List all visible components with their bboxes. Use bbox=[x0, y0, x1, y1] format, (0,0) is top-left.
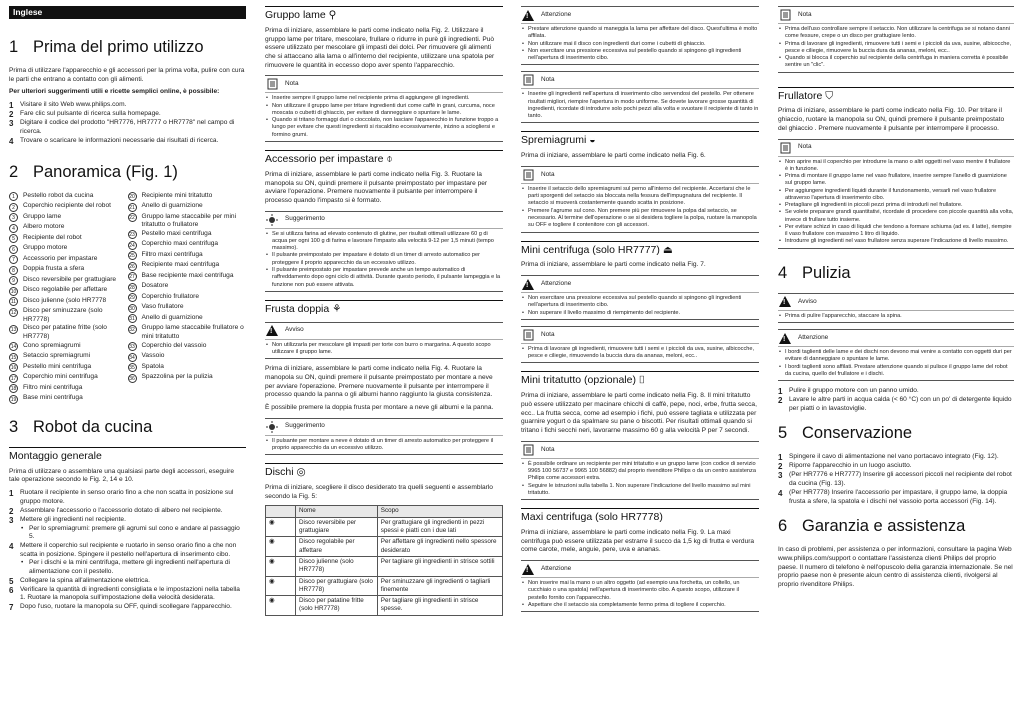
list-item: 1 Pulire il gruppo motore con un panno umido. bbox=[778, 387, 919, 397]
maxi-centrifuga-heading: Maxi centrifuga (solo HR7778) bbox=[521, 508, 759, 525]
part-number: 31 bbox=[129, 316, 135, 323]
list-item: • Prima di lavorare gli ingredienti, rimuovere tutti i semi e i piccioli da uva, susine, albicocche, pesce e ciliegie, rimuovendo la buccia dura da ananas, meloni, ecc.. bbox=[522, 345, 755, 360]
gruppo-lame-text: Prima di iniziare, assemblare le parti come indicato nella Fig. 2. Utilizzare il gruppo lame per tritare, mescolare, frullare o ridurre in purè gli ingredienti. Può essere utilizzato per mescolare gli impasti dei dolci. Per rimuovere gli alimenti che si attaccano alla lama o all'interno del recipiente, utilizzare una spatola per rimuovere le quantità in eccesso dopo aver spento l'apparecchio. bbox=[265, 26, 495, 69]
part-number: 3 bbox=[9, 213, 18, 222]
list-item: 3 (Per HR7776 e HR7777) Inserire gli accessori piccoli nel recipiente del robot da cucina (Fig. 13). bbox=[778, 471, 1012, 488]
note-box: Nota • È possibile ordinare un recipiente per mini tritatutto e un gruppo lame (con codice di servizio 9965 100 56737 e 9965 100 56882) dal proprio rivenditore Philips o da un centro assistenza Philips come accessori extra. • Seguire le istruzioni sulla tabella 1. Non superare l'indicazione del livello massimo sul mini tritatutto. bbox=[521, 441, 759, 500]
note-icon bbox=[521, 74, 535, 86]
parts-list bbox=[9, 192, 246, 405]
tip-box: Suggerimento • Se si utilizza farina ad elevato contenuto di glutine, per risultati ottimali utilizzare 60 g di acqua per ogni 100 g di farina e lavorare l'impasto alla velocità 9-12 per 1,5 minuti (tempo massimo). • Il pulsante preimpostato per impastare è dotato di un timer di arresto automatico per proteggere il proprio apparecchio da un eccessivo utilizzo. • Il pulsante preimpostato per impastare prevede anche un tempo automatico di raffreddamento dopo ogni ciclo di attività. Durante questo periodo, il pulsante lampeggia e la funzione non può essere attivata. bbox=[265, 211, 503, 292]
parts-item: 23 Pestello maxi centrifuga bbox=[129, 229, 212, 239]
list-item: • Per aggiungere ingredienti liquidi durante il funzionamento, versarli nel vaso frullatore attraverso l'apertura di inserimento cibo. bbox=[779, 187, 997, 201]
parts-item: 9 Disco reversibile per grattugiare bbox=[9, 276, 128, 287]
list-item: • Prima di montare il gruppo lame nel vaso frullatore, inserire sempre l'anello di guarnizione sul gruppo lame. bbox=[779, 173, 1007, 187]
note-box: Nota • Inserire il setaccio dello spremiagrumi sul perno all'interno del recipiente. Accertarsi che le parti sporgenti del setaccio sia bloccata nella fessura dell'impugnatura del recipiente. Il setaccio si muoverà costantemente quando scatta in posizione. • Premere l'agrume sul cono. Non premere più per rimuovere la polpa dal setaccio, se necessario. Al termine dell'operazione o se si desidera togliere la polpa, ruotare la manopola su OFF e togliere il contenitore con gli accessori. bbox=[521, 166, 759, 233]
list-item: • Non esercitare una pressione eccessiva sul pestello quando si spingono gli ingredienti nell'apertura di inserimento cibo. bbox=[522, 47, 742, 62]
list-item: 6 Verificare la quantità di ingredienti consigliata e le impostazioni nella tabella 1. Ruotare la manopola sull'impostazione della velocità desiderata. bbox=[9, 585, 240, 602]
note-icon bbox=[521, 444, 535, 456]
note-box: Nota • Prima di lavorare gli ingredienti, rimuovere tutti i semi e i piccioli da uva, susine, albicocche, pesce e ciliegie, rimuovendo la buccia dura da ananas, meloni, ecc.. bbox=[521, 326, 759, 364]
warning-box: ! Avviso • Non utilizzarla per mescolare gli impasti per torte con burro o margarina. A questo scopo utilizzare il gruppo lame. bbox=[265, 322, 503, 360]
impastare-text: Prima di iniziare, assemblare le parti come indicato nella Fig. 3. Ruotare la manopola su ON, quindi premere il pulsante preimpostato per impastare per avviare l'operazione. Premere nuovamente il pulsante per interrompere il processo quando l'impasto si è formato. bbox=[265, 170, 488, 204]
parts-item: 21 Anello di guarnizione bbox=[129, 202, 203, 211]
list-item: • Non inserire mai la mano o un altro oggetto (ad esempio una forchetta, un coltello, un cucchiaio o una spatola) nell'apertura di inserimento cibo. A questo scopo, utilizzare il pestello fornito con l'apparecchio. bbox=[522, 580, 740, 601]
spremiagrumi-text: Prima di iniziare, assemblare le parti come indicato nella Fig. 6. bbox=[521, 152, 706, 160]
caution-box: ! Attenzione • I bordi taglienti delle lame e dei dischi non devono mai venire a contatto con oggetti duri per evitare di danneggiare o spuntare le lame. • I bordi taglienti sono affilati. Prestare attenzione quando si pulisce il gruppo lame del robot da cucina, quello del frullatore e i dischi. bbox=[778, 329, 1014, 381]
parts-item: 26 Recipiente maxi centrifuga bbox=[129, 261, 220, 270]
parts-item: 32 Gruppo lame staccabile frullatore o mini tritatutto bbox=[129, 324, 244, 341]
disc-image: ◉ bbox=[269, 557, 275, 565]
parts-item: 4 Albero motore bbox=[9, 223, 128, 234]
part-number: 9 bbox=[9, 276, 18, 285]
list-item: 7 Dopo l'uso, ruotare la manopola su OFF, quindi scollegare l'apparecchio. bbox=[9, 603, 232, 613]
chopper-icon: ⌷ bbox=[638, 374, 646, 387]
whisk-icon: ⚘ bbox=[332, 302, 342, 315]
note-icon bbox=[521, 329, 535, 341]
list-item: • Inserire gli ingredienti nell'apertura di inserimento cibo servendosi del pestello. Per ottenere risultati migliori, riempire l'apertura in modo uniforme. Se dovete lavorare grosse quantità di ingredienti, ricordate di introdurre solo pochi pezzi alla volta e svuotare il recipiente di tanto in tanto. bbox=[522, 91, 759, 120]
part-number: 12 bbox=[10, 309, 17, 316]
warning-icon bbox=[265, 325, 279, 337]
part-number: 36 bbox=[129, 375, 135, 382]
list-item: 2 Fare clic sul pulsante di ricerca sulla homepage. bbox=[9, 110, 161, 120]
section-1-intro: Prima di utilizzare l'apparecchio e gli accessori per la prima volta, pulire con cura le parti che entrano a contatto con gli alimenti. bbox=[9, 67, 245, 83]
parts-item: 30 Vaso frullatore bbox=[129, 303, 184, 312]
list-item: • Premere l'agrume sul cono. Non premere più per rimuovere la polpa dal setaccio, se necessario. Al termine dell'operazione o se si desidera togliere la polpa, ruotare la manopola su OFF e togliere il contenitore con gli accessori. bbox=[522, 207, 757, 229]
section-2-title: Panoramica (Fig. 1) bbox=[33, 162, 178, 181]
note-icon bbox=[778, 142, 792, 154]
caution-box: ! Attenzione • Non esercitare una pressione eccessiva sul pestello quando si spingono gli ingredienti nell'apertura di inserimento cibo. • Non superare il livello massimo di riempimento del recipiente. bbox=[521, 275, 759, 320]
list-item: 4 (Per HR7778) Inserire l'accessorio per impastare, il gruppo lame, la doppia frusta a sfere, la spatola e i dischi nel vassoio porta accessori (Fig. 14). bbox=[778, 488, 1008, 505]
part-number: 32 bbox=[129, 326, 135, 333]
table-row: ◉ Disco regolabile per affettare Per affettare gli ingredienti nello spessore desiderato bbox=[266, 537, 503, 557]
list-item: • Per evitare schizzi in caso di liquidi che tendono a formare schiuma (ad es. il latte), riempire il vaso frullatore con massimo 1 litro di liquido. bbox=[779, 223, 1012, 238]
impastare-heading: Accessorio per impastare ⌽ bbox=[265, 150, 503, 167]
table-row: ◉ Disco per grattugiare (solo HR7778) Per sminuzzare gli ingredienti o tagliarli finemente bbox=[266, 576, 503, 596]
spremiagrumi-heading: Spremiagrumi ◒ bbox=[521, 131, 759, 148]
note-box: Nota • Inserire gli ingredienti nell'apertura di inserimento cibo servendosi del pestello. Per ottenere risultati migliori, riempire l'apertura in modo uniforme. Se dovete lavorare grosse quantità di ingredienti, ricordate di introdurre solo pochi pezzi alla volta e svuotare il recipiente di tanto in tanto. bbox=[521, 71, 759, 123]
section-1-steps bbox=[9, 101, 246, 145]
list-item: • Il pulsante preimpostato per impastare prevede anche un tempo automatico di raffreddamento dopo ogni ciclo di attività. Durante questo periodo, il pulsante lampeggia e la funzione non può essere attivata. bbox=[266, 266, 501, 288]
part-number: 5 bbox=[9, 234, 18, 243]
note-box: Nota • Prima dell'uso controllare sempre il setaccio. Non utilizzare la centrifuga se si notano danni come fessure, crepe o un disco per grattugiare lento. • Prima di lavorare gli ingredienti, rimuovere tutti i semi e i piccioli da uva, susine, albicocche, pesce e ciliegie, rimuovere la buccia dura da ananas, meloni, ecc.. • Quando si blocca il coperchio sul recipiente della centrifuga in maniera corretta è possibile sentire un "clic". bbox=[778, 6, 1014, 73]
section-5-steps bbox=[778, 453, 1014, 506]
part-number: 26 bbox=[129, 263, 135, 270]
warning-icon bbox=[778, 296, 792, 308]
part-number: 28 bbox=[129, 284, 135, 291]
list-item: • Introdurre gli ingredienti nel vaso frullatore senza superare l'indicazione di livello massimo. bbox=[779, 238, 1009, 245]
parts-item: 17 Coperchio mini centrifuga bbox=[10, 373, 98, 382]
list-sub-item: • Per lo spremiagrumi: premere gli agrumi sul cono e andare al passaggio 5. bbox=[21, 524, 240, 541]
list-item: 1 Ruotare il recipiente in senso orario fino a che non scatta in posizione sul gruppo motore. bbox=[9, 489, 234, 505]
list-item: • Inserire il setaccio dello spremiagrumi sul perno all'interno del recipiente. Accertarsi che le parti sporgenti del setaccio sia bloccata nella fessura dell'impugnatura del recipiente. Il setaccio si muoverà costantemente quando scatta in posizione. bbox=[522, 185, 751, 207]
part-number: 17 bbox=[10, 375, 17, 382]
list-item: • Aspettare che il setaccio sia completamente fermo prima di togliere il coperchio. bbox=[522, 601, 726, 608]
parts-item: 27 Base recipiente maxi centrifuga bbox=[129, 271, 234, 281]
list-item: 4 Trovare o scaricare le informazioni necessarie dai risultati di ricerca. bbox=[9, 136, 219, 146]
list-sub-item: • Per i dischi e la mini centrifuga, mettere gli ingredienti nell'apertura di alimentazione con il pestello. bbox=[21, 559, 231, 576]
caution-icon bbox=[521, 563, 535, 575]
caution-box: ! Attenzione • Non inserire mai la mano o un altro oggetto (ad esempio una forchetta, un coltello, un cucchiaio o una spatola) nell'apertura di inserimento cibo. A questo scopo, utilizzare il pestello fornito con l'apparecchio. • Aspettare che il setaccio sia completamente fermo prima di togliere il coperchio. bbox=[521, 560, 759, 612]
parts-item: 34 Vassoio bbox=[129, 352, 165, 361]
caution-box: ! Attenzione • Prestare attenzione quando si maneggia la lama per affettare del disco. Quest'ultima è molto affilata. • Non utilizzare mai il disco con ingredienti duri come i cubetti di ghiaccio. • Non esercitare una pressione eccessiva sul pestello quando si spingono gli ingredienti nell'apertura di inserimento cibo. bbox=[521, 6, 759, 65]
parts-item: 36 Spazzolina per la pulizia bbox=[129, 373, 213, 382]
parts-item: 14 Cono spremiagrumi bbox=[10, 341, 81, 351]
mini-centrifuga-heading: Mini centrifuga (solo HR7777) ⏏ bbox=[521, 241, 759, 258]
dischi-heading: Dischi ◎ bbox=[265, 463, 503, 480]
list-item: • Il pulsante per montare a neve è dotato di un timer di arresto automatico per proteggere il proprio apparecchio da un eccessivo utilizzo. bbox=[266, 437, 494, 451]
disc-image: ◉ bbox=[269, 538, 275, 546]
note-icon bbox=[778, 9, 792, 21]
list-item: 4 Mettere il coperchio sul recipiente e ruotarlo in senso orario fino a che non scatta in posizione. Spingere il pestello nell'apertura di inserimento cibo. bbox=[9, 541, 237, 558]
parts-item: 1 Pestello robot da cucina bbox=[9, 192, 128, 203]
column-2 bbox=[265, 6, 503, 720]
part-number: 13 bbox=[10, 326, 17, 333]
part-number: 24 bbox=[129, 242, 135, 249]
list-item: 2 Lavare le altre parti in acqua calda (< 60 °C) con un po' di detergente liquido per piatti o in lavastoviglie. bbox=[778, 396, 1012, 412]
section-3-heading: 3 Robot da cucina bbox=[9, 417, 153, 436]
parts-item: 22 Gruppo lame staccabile per mini tritatutto o frullatore bbox=[129, 212, 237, 229]
frusta-text-2: È possibile premere la doppia frusta per montare a neve gli albumi e la panna. bbox=[265, 403, 494, 411]
list-item: • Prima di lavorare gli ingredienti, rimuovere tutti i semi e i piccioli da uva, susine, albicocche, pesce e ciliegie, rimuovere la buccia dura da ananas, meloni, ecc.. bbox=[779, 40, 1012, 54]
part-number: 6 bbox=[9, 245, 18, 254]
parts-item: 18 Filtro mini centrifuga bbox=[10, 383, 83, 393]
parts-item: 2 Coperchio recipiente del robot bbox=[9, 202, 128, 213]
part-number: 25 bbox=[129, 253, 135, 260]
parts-item: 24 Coperchio maxi centrifuga bbox=[129, 240, 219, 249]
citrus-icon: ◒ bbox=[589, 134, 596, 147]
table-header: Nome Scopo bbox=[266, 506, 503, 517]
tip-box: Suggerimento • Il pulsante per montare a neve è dotato di un timer di arresto automatico per proteggere il proprio apparecchio da un eccessivo utilizzo. bbox=[265, 418, 503, 456]
note-box: Nota • Non aprire mai il coperchio per introdurre la mano o altri oggetti nel vaso mentre il frullatore è in funzione. • Prima di montare il gruppo lame nel vaso frullatore, inserire sempre l'anello di guarnizione sul gruppo lame. • Per aggiungere ingredienti liquidi durante il funzionamento, versarli nel vaso frullatore attraverso l'apertura di inserimento cibo. • Pretagliare gli ingredienti in piccoli pezzi prima di introdurli nel frullatore. • Se volete preparare grandi quantitativi, ricordate di procedere con piccole quantità alla volta, invece di frullare tutto insieme. • Per evitare schizzi in caso di liquidi che tendono a formare schiuma (ad es. il latte), riempire il vaso frullatore con massimo 1 litro di liquido. • Introdurre gli ingredienti nel vaso frullatore senza superare l'indicazione di livello massimo. bbox=[778, 139, 1014, 249]
parts-item: 25 Filtro maxi centrifuga bbox=[129, 250, 203, 260]
list-item: 5 Collegare la spina all'alimentazione elettrica. bbox=[9, 576, 150, 586]
parts-item: 35 Spatola bbox=[129, 362, 164, 372]
part-number: 14 bbox=[10, 344, 17, 351]
list-item: • I bordi taglienti sono affilati. Prestare attenzione quando si pulisce il gruppo lame del robot da cucina, quello del frullatore e i dischi. bbox=[779, 363, 1008, 377]
part-number: 19 bbox=[10, 396, 17, 403]
blender-icon: ⛉ bbox=[825, 89, 834, 102]
dough-hook-icon: ⌽ bbox=[386, 152, 393, 165]
list-item: 1 Visitare il sito Web www.philips.com. bbox=[9, 101, 127, 111]
column-4 bbox=[778, 6, 1014, 720]
list-item: • Non utilizzare il gruppo lame per tritare ingredienti duri come caffè in grani, curcuma, noce moscata o cubetti di ghiaccio, per evitare di danneggiare o spuntare le lame. bbox=[266, 102, 495, 116]
parts-item: 16 Pestello mini centrifuga bbox=[10, 362, 92, 372]
list-item: • Prestare attenzione quando si maneggia la lama per affettare del disco. Quest'ultima è molto affilata. bbox=[522, 26, 758, 40]
parts-item: 11 Disco julienne (solo HR7778 bbox=[10, 296, 107, 306]
part-number: 11 bbox=[10, 299, 17, 306]
list-item: • Quando si tritano formaggi duri o cioccolato, non lasciare l'apparecchio in funzione troppo a lungo per evitare che questi ingredienti si riscaldino eccessivamente, inizino a sciogliersi e formino grumi. bbox=[266, 117, 499, 138]
part-number: 27 bbox=[129, 274, 135, 281]
part-number: 33 bbox=[129, 344, 135, 351]
list-item: • Inserire sempre il gruppo lame nel recipiente prima di aggiungere gli ingredienti. bbox=[266, 95, 470, 102]
section-4-heading: 4 Pulizia bbox=[778, 263, 851, 282]
parts-item: 3 Gruppo lame bbox=[9, 213, 128, 224]
list-item: • Prima di pulire l'apparecchio, staccare la spina. bbox=[779, 312, 902, 319]
parts-item: 31 Anello di guarnizione bbox=[129, 313, 203, 323]
disc-image: ◉ bbox=[269, 577, 275, 585]
section-6-text: In caso di problemi, per assistenza o per informazioni, consultare la pagina Web www.philips.com/support o contattare l'assistenza clienti Philips del proprio paese. Il numero di telefono è nell'opuscolo della garanzia internazionale. Se nel proprio paese non è presente alcun centro di assistenza clienti, rivolgersi al proprio rivenditore Philips. bbox=[778, 546, 1013, 589]
section-2-heading: 2 Panoramica (Fig. 1) bbox=[9, 162, 178, 181]
caution-icon bbox=[521, 278, 535, 290]
part-number: 8 bbox=[9, 266, 18, 275]
list-item: • Non aprire mai il coperchio per introdurre la mano o altri oggetti nel vaso mentre il frullatore è in funzione. bbox=[779, 158, 1011, 172]
parts-item: 5 Recipiente del robot bbox=[9, 234, 128, 245]
part-number: 7 bbox=[9, 255, 18, 264]
list-item: • Prima dell'uso controllare sempre il setaccio. Non utilizzare la centrifuga se si notano danni come fessure, crepe o un disco per grattugiare lento. bbox=[779, 26, 1010, 40]
maxi-centrifuga-text: Prima di iniziare, assemblare le parti come indicato nella Fig. 9. La maxi centrifuga può essere utilizzata per estrarre il succo da 1,5 kg di frutta e verdura come carote, mele, anguie, pere, uva e ananas. bbox=[521, 529, 755, 554]
list-item: • Non utilizzare mai il disco con ingredienti duri come i cubetti di ghiaccio. bbox=[522, 40, 706, 47]
disc-image: ◉ bbox=[269, 518, 275, 526]
list-item: 3 Mettere gli ingredienti nel recipiente. bbox=[9, 515, 126, 525]
parts-item: 29 Coperchio frullatore bbox=[129, 292, 200, 302]
list-item: • Non superare il livello massimo di riempimento del recipiente. bbox=[522, 309, 681, 316]
part-number: 16 bbox=[10, 365, 17, 372]
section-1-heading: 1 Prima del primo utilizzo bbox=[9, 38, 204, 56]
parts-item: 8 Doppia frusta a sfera bbox=[9, 265, 128, 276]
gruppo-lame-heading: Gruppo lame ⚲ bbox=[265, 6, 503, 23]
list-item: • Non utilizzarla per mescolare gli impasti per torte con burro o margarina. A questo scopo utilizzare il gruppo lame. bbox=[266, 341, 491, 355]
column-1 bbox=[9, 6, 246, 720]
part-number: 35 bbox=[129, 365, 135, 372]
discs-table bbox=[265, 505, 503, 615]
list-item: • Quando si blocca il coperchio sul recipiente della centrifuga in maniera corretta è possibile sentire un "clic". bbox=[779, 55, 1009, 69]
language-label: Inglese bbox=[9, 6, 246, 19]
blade-icon: ⚲ bbox=[328, 9, 337, 21]
parts-item: 33 Coperchio del vassoio bbox=[129, 341, 207, 351]
section-4-title: Pulizia bbox=[802, 263, 851, 282]
mini-tritatutto-text: Prima di iniziare, assemblare le parti come indicato nella Fig. 8. Il mini tritatutto può essere utilizzato per macinare chicchi di caffè, pepe, noci, erbe, frutta secca, ecc.. La frutta secca, come ad esempio i fichi, può essere tagliata e utilizzata per guarnire yogurt o da spalmare su pane o biscotti. Per risultati ottimali quando si tritano i fichi secchi neri, lavorarne massimo 60 g alla velocità P per 7 secondi. bbox=[521, 392, 757, 435]
disc-icon: ◎ bbox=[296, 466, 306, 479]
list-item: • Il pulsante preimpostato per impastare è dotato di un timer di arresto automatico per proteggere il proprio apparecchio da un eccessivo utilizzo. bbox=[266, 252, 481, 266]
note-icon bbox=[265, 78, 279, 90]
list-item: • Se si utilizza farina ad elevato contenuto di glutine, per risultati ottimali utilizzare 60 g di acqua per ogni 100 g di farina e lavorare l'impasto alla velocità 9-12 per 1,5 minuti (tempo massimo). bbox=[266, 230, 494, 252]
section-5-title: Conservazione bbox=[802, 424, 913, 443]
table-row: ◉ Disco per patatine fritte (solo HR7778) Per tagliare gli ingredienti in strisce spesse. bbox=[266, 596, 503, 616]
frullatore-heading: Frullatore ⛉ bbox=[778, 87, 1014, 104]
part-number: 34 bbox=[129, 354, 135, 361]
part-number: 22 bbox=[129, 215, 135, 222]
caution-icon bbox=[778, 332, 792, 344]
section-6-title: Garanzia e assistenza bbox=[802, 517, 966, 536]
part-number: 1 bbox=[9, 192, 18, 201]
list-item: • È possibile ordinare un recipiente per mini tritatutto e un gruppo lame (con codice di servizio 9965 100 56737 e 9965 100 56882) dal proprio rivenditore Philips o da un centro assistenza Philips come accessori extra. bbox=[522, 460, 756, 482]
parts-item: 10 Disco regolabile per affettare bbox=[10, 286, 108, 295]
parts-item: 15 Setaccio spremiagrumi bbox=[10, 352, 91, 361]
list-item: • I bordi taglienti delle lame e dei dischi non devono mai venire a contatto con oggetti duri per evitare di danneggiare o spuntare le lame. bbox=[779, 349, 1012, 363]
list-item: • Pretagliare gli ingredienti in piccoli pezzi prima di introdurli nel frullatore. bbox=[779, 202, 963, 209]
frusta-text: Prima di iniziare, assemblare le parti come indicato nella Fig. 4. Ruotare la manopola su ON, quindi premere il pulsante preimpostato per montare a neve per avviare l'operazione. Premere nuovamente il pulsante per interrompere il processo quando la panna o gli albumi hanno raggiunto la giusta consistenza. bbox=[265, 365, 493, 399]
list-item: 2 Riporre l'apparecchio in un luogo asciutto. bbox=[778, 462, 912, 472]
parts-item: 20 Recipiente mini tritatutto bbox=[129, 191, 213, 201]
dischi-text: Prima di iniziare, scegliere il disco desiderato tra quelli seguenti e assemblarlo secondo la Fig. 5: bbox=[265, 484, 493, 500]
part-number: 15 bbox=[10, 354, 17, 361]
table-row: ◉ Disco reversibile per grattugiare Per grattugiare gli ingredienti in pezzi spessi e piatti con i due lati bbox=[266, 517, 503, 537]
parts-column-right bbox=[128, 192, 247, 405]
part-number: 4 bbox=[9, 224, 18, 233]
section-4-steps bbox=[778, 387, 1014, 413]
part-number: 18 bbox=[10, 386, 17, 393]
parts-column-left bbox=[9, 192, 128, 405]
part-number: 23 bbox=[129, 232, 135, 239]
section-1-title: Prima del primo utilizzo bbox=[33, 38, 204, 56]
list-item: • Seguire le istruzioni sulla tabella 1. Non superare l'indicazione del livello massimo sul mini tritatutto. bbox=[522, 482, 751, 496]
parts-item: 13 Disco per patatine fritte (solo HR7778) bbox=[10, 324, 107, 341]
parts-item: 7 Accessorio per impastare bbox=[9, 255, 128, 266]
list-item: 2 Assemblare l'accessorio o l'accessorio dotato di albero nel recipiente. bbox=[9, 506, 223, 516]
caution-icon bbox=[521, 9, 535, 21]
frullatore-text: Prima di iniziare, assemblare le parti come indicato nella Fig. 10. Per tritare il ghiaccio, ruotare la manopola su ON, quindi premere il pulsante preimpostato del ghiaccio . Premere nuovamente il pulsante per interrompere il processo. bbox=[778, 107, 1005, 132]
parts-item: 19 Base mini centrifuga bbox=[10, 394, 83, 403]
mini-centrifuga-text: Prima di iniziare, assemblare le parti come indicato nella Fig. 7. bbox=[521, 261, 706, 269]
list-item: • Non esercitare una pressione eccessiva sul pestello quando si spingono gli ingredienti nell'apertura di inserimento cibo. bbox=[522, 295, 742, 309]
tip-icon bbox=[265, 421, 279, 433]
parts-item: 12 Disco per sminuzzare (solo HR7778) bbox=[10, 307, 103, 323]
tip-icon bbox=[265, 214, 279, 226]
juicer-icon: ⏏ bbox=[662, 243, 673, 256]
mini-tritatutto-heading: Mini tritatutto (opzionale) ⌷ bbox=[521, 371, 759, 388]
disc-image: ◉ bbox=[269, 597, 275, 605]
parts-item: 6 Gruppo motore bbox=[9, 244, 128, 255]
part-number: 21 bbox=[129, 204, 135, 211]
part-number: 20 bbox=[129, 194, 135, 201]
note-icon bbox=[521, 169, 535, 181]
list-item: 3 Digitare il codice del prodotto "HR7776, HR7777 o HR7778" nel campo di ricerca. bbox=[9, 119, 235, 135]
part-number: 30 bbox=[129, 305, 135, 312]
list-item: 1 Spingere il cavo di alimentazione nel vano portacavo integrato (Fig. 12). bbox=[778, 453, 999, 463]
section-3-title: Robot da cucina bbox=[33, 417, 153, 436]
frusta-heading: Frusta doppia ⚘ bbox=[265, 300, 503, 317]
section-6-heading: 6 Garanzia e assistenza bbox=[778, 517, 966, 536]
section-5-heading: 5 Conservazione bbox=[778, 424, 913, 443]
part-number: 10 bbox=[10, 288, 17, 295]
section-3-subtitle: Montaggio generale bbox=[9, 447, 246, 464]
parts-item: 28 Dosatore bbox=[129, 282, 169, 291]
warning-box: ! Avviso • Prima di pulire l'apparecchio, staccare la spina. bbox=[778, 293, 1014, 323]
list-item: • Se volete preparare grandi quantitativi, ricordate di procedere con piccole quantità alla volta, invece di frullare tutto insieme. bbox=[779, 209, 1014, 223]
section-1-bold: Per ulteriori suggerimenti utili e ricette semplici online, è possibile: bbox=[9, 88, 220, 96]
section-3-intro: Prima di utilizzare o assemblare una qualsiasi parte degli accessori, eseguire tale operazione secondo le Fig. 2, 14 e 10. bbox=[9, 467, 235, 484]
part-number: 29 bbox=[129, 295, 135, 302]
note-box: Nota • Inserire sempre il gruppo lame nel recipiente prima di aggiungere gli ingredienti. • Non utilizzare il gruppo lame per tritare ingredienti duri come caffè in grani, curcuma, noce moscata o cubetti di ghiaccio, per evitare di danneggiare o spuntare le lame. • Quando si tritano formaggi duri o cioccolato, non lasciare l'apparecchio in funzione troppo a lungo per evitare che questi ingredienti si riscaldino eccessivamente, inizino a sciogliersi e formino grumi. bbox=[265, 75, 503, 142]
section-3-steps bbox=[9, 489, 246, 612]
part-number: 2 bbox=[9, 203, 18, 212]
column-3 bbox=[521, 6, 759, 720]
table-row: ◉ Disco julienne (solo HR7778) Per tagliare gli ingredienti in strisce sottili bbox=[266, 556, 503, 576]
